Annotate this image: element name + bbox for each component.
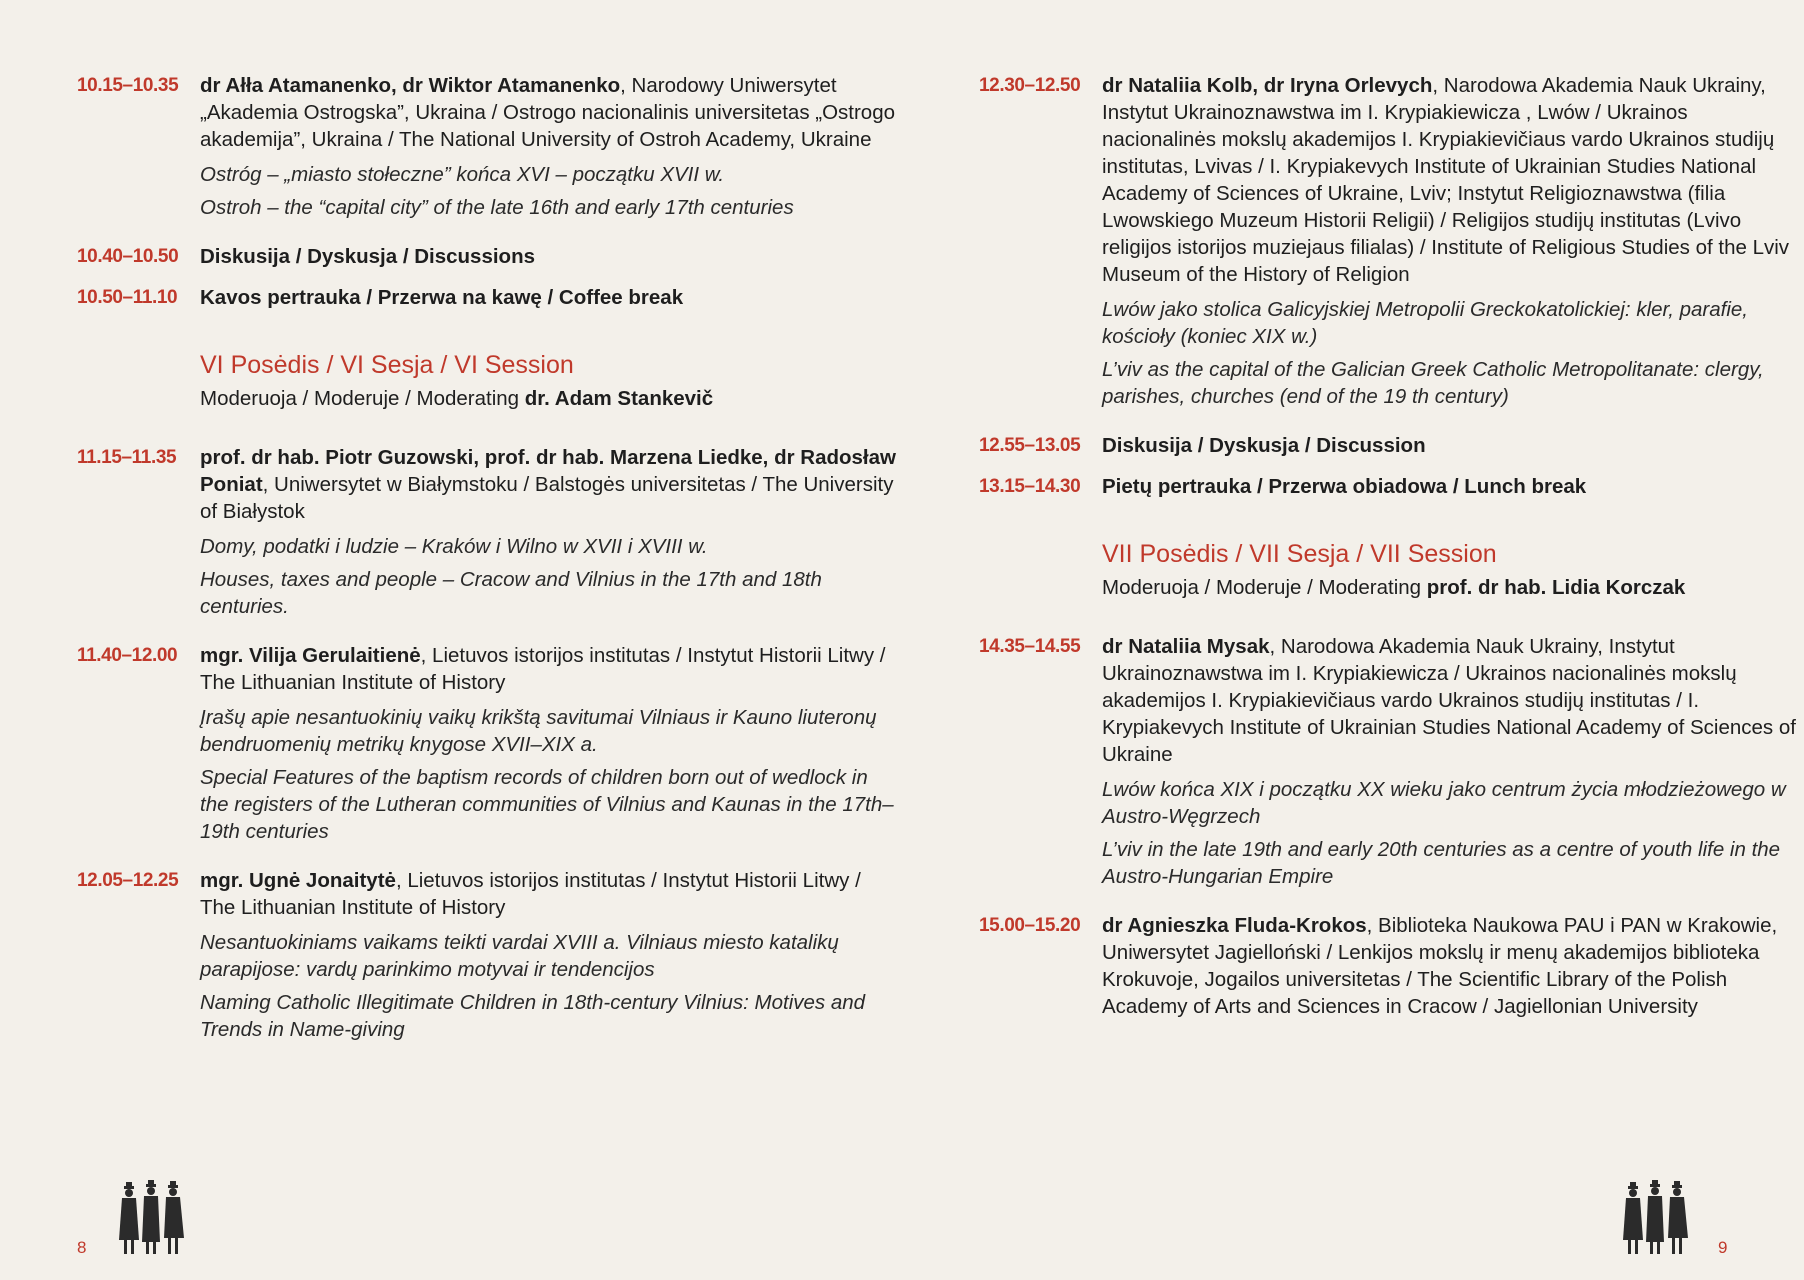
program-entry bbox=[77, 867, 897, 1043]
talk-title-english: L’viv in the late 19th and early 20th centuries as a centre of youth life in the Austro-Hungarian Empire bbox=[1102, 838, 1781, 888]
entry-time: 15.00–15.20 bbox=[979, 915, 1081, 936]
session-moderator: Moderuoja / Moderuje / Moderating prof. dr hab. Lidia Korczak bbox=[1102, 576, 1686, 599]
right-footer bbox=[1618, 1180, 1727, 1258]
entry-speaker bbox=[200, 444, 897, 525]
talk-title-original: Įrašų apie nesantuokinių vaikų krikštą savitumai Vilniaus ir Kauno liuteronų bendruomenių metrikų knygose XVII–XIX a. bbox=[200, 706, 877, 756]
entry-time: 10.50–11.10 bbox=[77, 287, 178, 308]
speaker-affiliation: , Uniwersytet w Białymstoku / Balstogės universitetas / The University of Białystok bbox=[200, 473, 894, 523]
entry-speaker bbox=[200, 867, 897, 921]
speaker-affiliation: , Narodowa Akademia Nauk Ukrainy, Instytut Ukrainoznawstwa im I. Krypiakiewicza / Ukrainos nacionalinės mokslų akademijos I. Krypiakievičiaus vardo Ukrainos studijų institutas / I. Krypiakevych Institute of Ukrainian Studies National Academy of Sciences of Ukraine bbox=[1102, 635, 1796, 766]
session-header bbox=[200, 349, 897, 412]
program-entry bbox=[979, 432, 1799, 459]
entry-speaker bbox=[1102, 912, 1799, 1020]
program-entry bbox=[77, 243, 897, 270]
program-entry bbox=[979, 912, 1799, 1020]
break-label: Kavos pertrauka / Przerwa na kawę / Coffee break bbox=[200, 286, 684, 309]
moderator-name: dr. Adam Stankevič bbox=[524, 387, 714, 410]
session-header bbox=[1102, 538, 1799, 601]
talk-title-original: Ostróg – „miasto stołeczne” końca XVI – początku XVII w. bbox=[200, 163, 725, 186]
left-page bbox=[77, 72, 897, 1065]
program-entry bbox=[77, 284, 897, 311]
speaker-affiliation: , Lietuvos istorijos institutas / Instytut Historii Litwy / The Lithuanian Institute of History bbox=[200, 644, 886, 694]
right-page bbox=[979, 72, 1799, 1042]
program-entry bbox=[979, 72, 1799, 410]
program-entry bbox=[979, 473, 1799, 500]
entry-time: 12.55–13.05 bbox=[979, 435, 1081, 456]
talk-title-original: Lwów jako stolica Galicyjskiej Metropolii Greckokatolickiej: kler, parafie, kościoły (koniec XIX w.) bbox=[1102, 298, 1748, 348]
entry-speaker bbox=[1102, 72, 1799, 288]
speaker-names: dr Agnieszka Fluda-Krokos bbox=[1102, 914, 1367, 937]
discussion-label: Diskusija / Dyskusja / Discussions bbox=[200, 245, 535, 268]
three-figures-illustration-icon bbox=[1618, 1180, 1696, 1258]
page-number: 9 bbox=[1718, 1238, 1728, 1257]
speaker-names: dr Nataliia Kolb, dr Iryna Orlevych bbox=[1102, 74, 1433, 97]
talk-title-english: Ostroh – the “capital city” of the late 16th and early 17th centuries bbox=[200, 196, 794, 219]
three-figures-illustration-icon bbox=[114, 1180, 192, 1258]
talk-title-english: L’viv as the capital of the Galician Greek Catholic Metropolitanate: clergy, parishes, churches (end of the 19 th century) bbox=[1102, 358, 1764, 408]
speaker-affiliation: , Biblioteka Naukowa PAU i PAN w Krakowie, Uniwersytet Jagielloński / Lenkijos mokslų ir menų akademijos biblioteka Krokuvoje, Jogailos universitetas / The Scientific Library of the Polish Academy of Arts and Sciences in Cracow / Jagiellonian University bbox=[1102, 914, 1778, 1018]
program-entry bbox=[77, 72, 897, 221]
talk-title-english: Houses, taxes and people – Cracow and Vilnius in the 17th and 18th centuries. bbox=[200, 568, 822, 618]
discussion-label: Diskusija / Dyskusja / Discussion bbox=[1102, 434, 1426, 457]
program-entry bbox=[77, 444, 897, 620]
speaker-names: mgr. Vilija Gerulaitienė bbox=[200, 644, 421, 667]
speaker-names: mgr. Ugnė Jonaitytė bbox=[200, 869, 396, 892]
session-moderator: Moderuoja / Moderuje / Moderating dr. Adam Stankevič bbox=[200, 387, 714, 410]
session-title: VI Posėdis / VI Sesja / VI Session bbox=[200, 351, 574, 379]
moderator-name: prof. dr hab. Lidia Korczak bbox=[1426, 576, 1686, 599]
speaker-affiliation: , Lietuvos istorijos institutas / Instytut Historii Litwy / The Lithuanian Institute of History bbox=[200, 869, 861, 919]
talk-title-original: Domy, podatki i ludzie – Kraków i Wilno w XVII i XVIII w. bbox=[200, 535, 708, 558]
entry-time: 12.30–12.50 bbox=[979, 75, 1081, 96]
talk-title-original: Lwów końca XIX i początku XX wieku jako centrum życia młodzieżowego w Austro-Węgrzech bbox=[1102, 778, 1786, 828]
entry-time: 12.05–12.25 bbox=[77, 870, 179, 891]
entry-speaker bbox=[200, 72, 897, 153]
left-footer bbox=[77, 1180, 192, 1258]
entry-speaker bbox=[1102, 633, 1799, 768]
speaker-names: dr Nataliia Mysak bbox=[1102, 635, 1270, 658]
page-number: 8 bbox=[77, 1238, 87, 1257]
entry-time: 11.15–11.35 bbox=[77, 447, 177, 468]
break-label: Pietų pertrauka / Przerwa obiadowa / Lunch break bbox=[1102, 475, 1587, 498]
talk-title-original: Nesantuokiniams vaikams teikti vardai XVIII a. Vilniaus miesto katalikų parapijose: vardų parinkimo motyvai ir tendencijos bbox=[200, 931, 839, 981]
program-entry bbox=[77, 642, 897, 845]
talk-title-english: Special Features of the baptism records of children born out of wedlock in the registers of the Lutheran communities of Vilnius and Kaunas in the 17th–19th centuries bbox=[200, 766, 894, 843]
entry-time: 10.40–10.50 bbox=[77, 246, 179, 267]
entry-speaker bbox=[200, 642, 897, 696]
entry-time: 14.35–14.55 bbox=[979, 636, 1081, 657]
entry-time: 11.40–12.00 bbox=[77, 645, 178, 666]
speaker-affiliation: , Narodowy Uniwersytet „Akademia Ostrogska”, Ukraina / Ostrogo nacionalinis universitetas „Ostrogo akademija”, Ukraina / The National University of Ostroh Academy, Ukraine bbox=[200, 74, 896, 151]
talk-title-english: Naming Catholic Illegitimate Children in 18th-century Vilnius: Motives and Trends in Name-giving bbox=[200, 991, 866, 1041]
speaker-names: dr Ałła Atamanenko, dr Wiktor Atamanenko bbox=[200, 74, 621, 97]
entry-time: 10.15–10.35 bbox=[77, 75, 179, 96]
session-title: VII Posėdis / VII Sesja / VII Session bbox=[1102, 540, 1497, 568]
speaker-affiliation: , Narodowa Akademia Nauk Ukrainy, Instytut Ukrainoznawstwa im I. Krypiakiewicza , Lwów / Ukrainos nacionalinės mokslų akademijos I. Krypiakievičiaus vardo Ukrainos studijų institutas, Lvivas / I. Krypiakevych Institute of Ukrainian Studies National Academy of Sciences of Ukraine, Lviv; Instytut Religioznawstwa (filia Lwowskiego Muzeum Historii Religii) / Religijos studijų institutas (Lvivo religijos istorijos muziejaus filialas) / Institute of Religious Studies of the Lviv Museum of the History of Religion bbox=[1102, 74, 1790, 286]
speaker-names: prof. dr hab. Piotr Guzowski, prof. dr hab. Marzena Liedke, dr Radosław Poniat bbox=[200, 446, 896, 496]
entry-time: 13.15–14.30 bbox=[979, 476, 1081, 497]
program-entry bbox=[979, 633, 1799, 890]
